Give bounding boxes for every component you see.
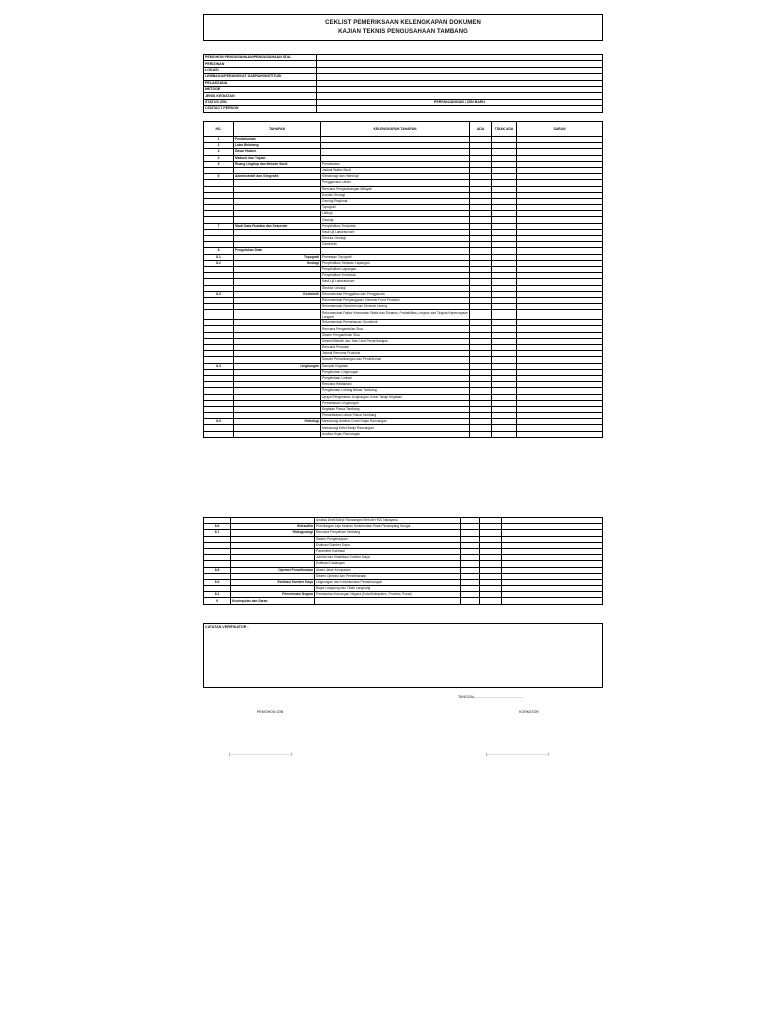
row-kelengkapan: Rencana Produksi bbox=[321, 345, 470, 351]
row-number: 8.4 bbox=[204, 363, 234, 369]
row-kelengkapan: Rekomendasi Faktor Keamanan Statis dan Dinamis, Probabilitas Longsor dan Tingkat Kepercayaan Longsor bbox=[322, 310, 468, 319]
row-kelengkapan: Pemasukan Keuangan Negara (Kota/Kabupaten, Provinsi, Pusat) bbox=[315, 592, 461, 598]
verifier-notes-label: CATATAN VERIFIKATOR : bbox=[205, 625, 249, 629]
row-number: 3 bbox=[204, 149, 234, 155]
row-kelengkapan: Pengelolaan Lubang Bekas Tambang bbox=[321, 388, 470, 394]
row-number: 6 bbox=[204, 174, 234, 180]
row-kelengkapan: Penggunaan Lahan bbox=[321, 180, 470, 186]
row-saran[interactable] bbox=[517, 310, 603, 320]
row-tahapan: Ruang Lingkup dan Metode Studi bbox=[234, 161, 321, 167]
row-kelengkapan: Geologi Regional bbox=[321, 198, 470, 204]
row-number: 8.8 bbox=[204, 567, 231, 573]
row-number: 8 bbox=[204, 248, 234, 254]
row-kelengkapan: Hasil Uji Laboratorium bbox=[321, 279, 470, 285]
row-kelengkapan bbox=[315, 598, 461, 604]
row-number: 8.1 bbox=[204, 254, 234, 260]
row-kelengkapan: Sekuen Penambangan dan Penimbunan bbox=[321, 357, 470, 363]
info-value[interactable]: PERPANJANGAN / IZIN BARU bbox=[317, 99, 603, 105]
row-tahapan: Operasi Pemeliharaan bbox=[231, 567, 315, 573]
row-kelengkapan: Struktur Geologi bbox=[321, 236, 470, 242]
row-tahapan: Pengolahan Data bbox=[234, 248, 321, 254]
row-kelengkapan: Penyelidikan Lapangan bbox=[321, 266, 470, 272]
row-kelengkapan: Kondisi Geologi bbox=[321, 192, 470, 198]
row-tahapan: Dasar Hukum bbox=[234, 149, 321, 155]
checklist-header-row bbox=[204, 122, 603, 137]
signature-right-name: (.............................................................) bbox=[486, 752, 550, 756]
row-number: 8.2 bbox=[204, 260, 234, 266]
row-kelengkapan: Rencana Reklamasi bbox=[321, 382, 470, 388]
row-kelengkapan: Estimasi Sumber Daya bbox=[315, 542, 461, 548]
row-kelengkapan: Parameter Estimasi bbox=[315, 548, 461, 554]
row-tahapan: Studi Data Pustaka dan Sekunder bbox=[234, 223, 321, 229]
row-number: 2 bbox=[204, 143, 234, 149]
row-tahapan: Hidrogeologi bbox=[231, 530, 315, 536]
row-tahapan: Geologi bbox=[234, 260, 321, 266]
row-tahapan: Lingkungan bbox=[234, 363, 321, 369]
row-kelengkapan: Lingkungan dan Keselamatan Pertambangan bbox=[315, 579, 461, 585]
document-title-box bbox=[203, 14, 603, 41]
document-title: CEKLIST PEMERIKSAAN KELENGKAPAN DOKUMEN bbox=[325, 19, 481, 26]
row-number: 8.7 bbox=[204, 530, 231, 536]
row-kelengkapan: Pengelolaan Lingkungan bbox=[321, 369, 470, 375]
row-kelengkapan: Metodologi Debit Banjir Rancangan bbox=[321, 425, 470, 431]
applicant-info-table bbox=[203, 54, 603, 113]
info-label: JENIS KEGIATAN bbox=[204, 93, 317, 99]
row-saran[interactable] bbox=[502, 598, 603, 604]
row-kelengkapan: Hasil Uji Laboratorium bbox=[321, 229, 470, 235]
checklist-table-page1 bbox=[203, 121, 603, 438]
info-label: PEMOHON PENGUSAHAAN/PENGUSAHAAN SDA bbox=[204, 55, 317, 61]
row-kelengkapan: Kegiatan Pasca Tambang bbox=[321, 406, 470, 412]
row-kelengkapan: Jumlah dan Klasifikasi Sumber Daya bbox=[315, 555, 461, 561]
table-row bbox=[204, 598, 603, 604]
row-kelengkapan: Rekomendasi Geometri dan Dimensi Lereng bbox=[321, 304, 470, 310]
row-tahapan: Hidraulika bbox=[231, 524, 315, 530]
row-kelengkapan: Jadwal Rencana Produksi bbox=[321, 351, 470, 357]
document-subtitle: KAJIAN TEKNIS PENGUSAHAAN TAMBANG bbox=[338, 28, 468, 35]
row-kelengkapan: Dampak Kegiatan bbox=[321, 363, 470, 369]
row-number: 4 bbox=[204, 155, 234, 161]
col-tahapan: TAHAPAN bbox=[234, 122, 321, 137]
col-no: NO. bbox=[204, 122, 234, 137]
signature-date: TANGGAL,................................................ bbox=[458, 695, 524, 699]
row-kelengkapan: Rencana Pengembangan Wilayah bbox=[321, 186, 470, 192]
info-label: LOKASI bbox=[204, 67, 317, 73]
row-tahapan: Latar Belakang bbox=[234, 143, 321, 149]
row-kelengkapan: Analisa Debit Banjir Rancangan Metode HSS Nakayasu bbox=[315, 518, 461, 524]
row-kelengkapan: Geologi bbox=[321, 217, 470, 223]
row-kelengkapan: Geoteknik bbox=[321, 242, 470, 248]
row-kelengkapan: Penyelidikan Sebaran Lapangan bbox=[321, 260, 470, 266]
row-number bbox=[204, 431, 234, 437]
row-ada-checkbox[interactable] bbox=[461, 598, 480, 604]
row-number: 7 bbox=[204, 223, 234, 229]
checklist-table-page2 bbox=[203, 517, 603, 605]
row-tahapan: Administratif dan Geografis bbox=[234, 174, 321, 180]
row-number: 8.5 bbox=[204, 419, 234, 425]
row-number: 8.1 bbox=[204, 592, 231, 598]
row-kelengkapan: Sistem Pengambilan Sisa bbox=[321, 332, 470, 338]
row-number bbox=[204, 310, 234, 320]
info-label: LEMBAGA/PERANGKAT DAERAH/INSTITUSI bbox=[204, 74, 317, 80]
info-label: METODE bbox=[204, 86, 317, 92]
verifier-notes-box[interactable] bbox=[203, 623, 603, 688]
row-kelengkapan: Rekomendasi Penggalian dan Penggaruan bbox=[321, 291, 470, 297]
row-tahapan: Pendahuluan bbox=[234, 137, 321, 143]
row-tahapan: Estimasi Sumber Daya bbox=[231, 579, 315, 585]
row-kelengkapan: Rencana Pengambilan Sisa bbox=[321, 326, 470, 332]
row-kelengkapan: Upaya Pengelolaan Lingkungan Untuk Tahap Kegiatan bbox=[321, 394, 470, 400]
row-tahapan: Maksud dan Tujuan bbox=[234, 155, 321, 161]
row-kelengkapan: Metodologi Analisa Curah Hujan Rancangan bbox=[321, 419, 470, 425]
row-tidak-ada-checkbox[interactable] bbox=[480, 598, 502, 604]
row-number: 8.3 bbox=[204, 291, 234, 297]
row-kelengkapan: Pendekatan bbox=[321, 161, 470, 167]
row-tahapan: Hidrologi bbox=[234, 419, 321, 425]
info-label: CONTACT PERSON bbox=[204, 106, 317, 112]
row-tahapan: Kesimpulan dan Saran bbox=[231, 598, 315, 604]
info-label: STATUS IZIN bbox=[204, 99, 317, 105]
row-kelengkapan: Sistem/Metode dan Tata Cara Penambangan bbox=[321, 338, 470, 344]
row-kelengkapan: Struktur Geologi bbox=[321, 285, 470, 291]
row-ada-checkbox[interactable] bbox=[470, 310, 492, 320]
row-kelengkapan: Biaya Langsung dan Tidak Langsung bbox=[315, 586, 461, 592]
table-row bbox=[204, 431, 603, 437]
table-row bbox=[204, 310, 603, 320]
info-value[interactable] bbox=[317, 106, 603, 112]
signature-left-role: PEMOHON IZIN bbox=[257, 710, 284, 714]
row-kelengkapan: Penyelidikan Terdahulu bbox=[321, 223, 470, 229]
row-kelengkapan: Jadwal Waktu Studi bbox=[321, 167, 470, 173]
info-label: PELAKSANA bbox=[204, 80, 317, 86]
row-kelengkapan: Sistem Pengendapan bbox=[315, 536, 461, 542]
row-tidak-ada-checkbox[interactable] bbox=[492, 431, 517, 437]
row-kelengkapan: Sistem Operasi dan Pemeliharaan bbox=[315, 573, 461, 579]
row-kelengkapan: Litologi bbox=[321, 211, 470, 217]
row-kelengkapan: Rekomendasi Pemantauan Geoteknik bbox=[321, 320, 470, 326]
info-row bbox=[204, 106, 603, 112]
row-number: 8.9 bbox=[204, 579, 231, 585]
row-kelengkapan: Pemetaan Topografi bbox=[321, 254, 470, 260]
row-tahapan bbox=[234, 431, 321, 437]
signature-right-role: KORKATOR bbox=[519, 710, 539, 714]
row-kelengkapan: Penyelidikan Terdahulu bbox=[321, 273, 470, 279]
row-number: 9 bbox=[204, 598, 231, 604]
row-tahapan: Topografi bbox=[234, 254, 321, 260]
row-kelengkapan: Pengelolaan Limbah bbox=[321, 375, 470, 381]
row-ada-checkbox[interactable] bbox=[470, 431, 492, 437]
row-kelengkapan: Rencana Penyaliran Tambang bbox=[315, 530, 461, 536]
row-kelengkapan: Akses Jalan Kempadan bbox=[315, 567, 461, 573]
row-kelengkapan: Estimasi Cadangan bbox=[315, 561, 461, 567]
col-kelengkapan: KELENGKAPAN TAHAPAN bbox=[321, 122, 470, 137]
col-saran: SARAN bbox=[517, 122, 603, 137]
row-number: 8.6 bbox=[204, 524, 231, 530]
row-saran[interactable] bbox=[517, 431, 603, 437]
row-kelengkapan: Pemanfaatan Lahan Pasca Tambang bbox=[321, 413, 470, 419]
row-kelengkapan: Klimatologi dan Hidrologi bbox=[321, 174, 470, 180]
signature-left-name: (.............................................................) bbox=[229, 752, 293, 756]
col-ada: ADA bbox=[470, 122, 492, 137]
row-number: 1 bbox=[204, 137, 234, 143]
col-tidak-ada: TIDAK ADA bbox=[492, 122, 517, 137]
row-kelengkapan: Topografi bbox=[321, 205, 470, 211]
row-kelengkapan: Analisa Hujan Rancangan bbox=[321, 431, 470, 437]
row-tahapan: Geoteknik bbox=[234, 291, 321, 297]
row-tidak-ada-checkbox[interactable] bbox=[492, 310, 517, 320]
row-number: 5 bbox=[204, 161, 234, 167]
row-kelengkapan: Perhitungan Laju Muatan Sedimentasi Pada Penampang Sungai bbox=[315, 524, 461, 530]
row-kelengkapan: Pemantauan Lingkungan bbox=[321, 400, 470, 406]
row-tahapan bbox=[234, 310, 321, 320]
row-kelengkapan: Rekomendasi Penyanggaan, Dimensi Front Produksi bbox=[321, 297, 470, 303]
info-label: PERIZINAN bbox=[204, 61, 317, 67]
row-tahapan: Penerimaan Negara bbox=[231, 592, 315, 598]
